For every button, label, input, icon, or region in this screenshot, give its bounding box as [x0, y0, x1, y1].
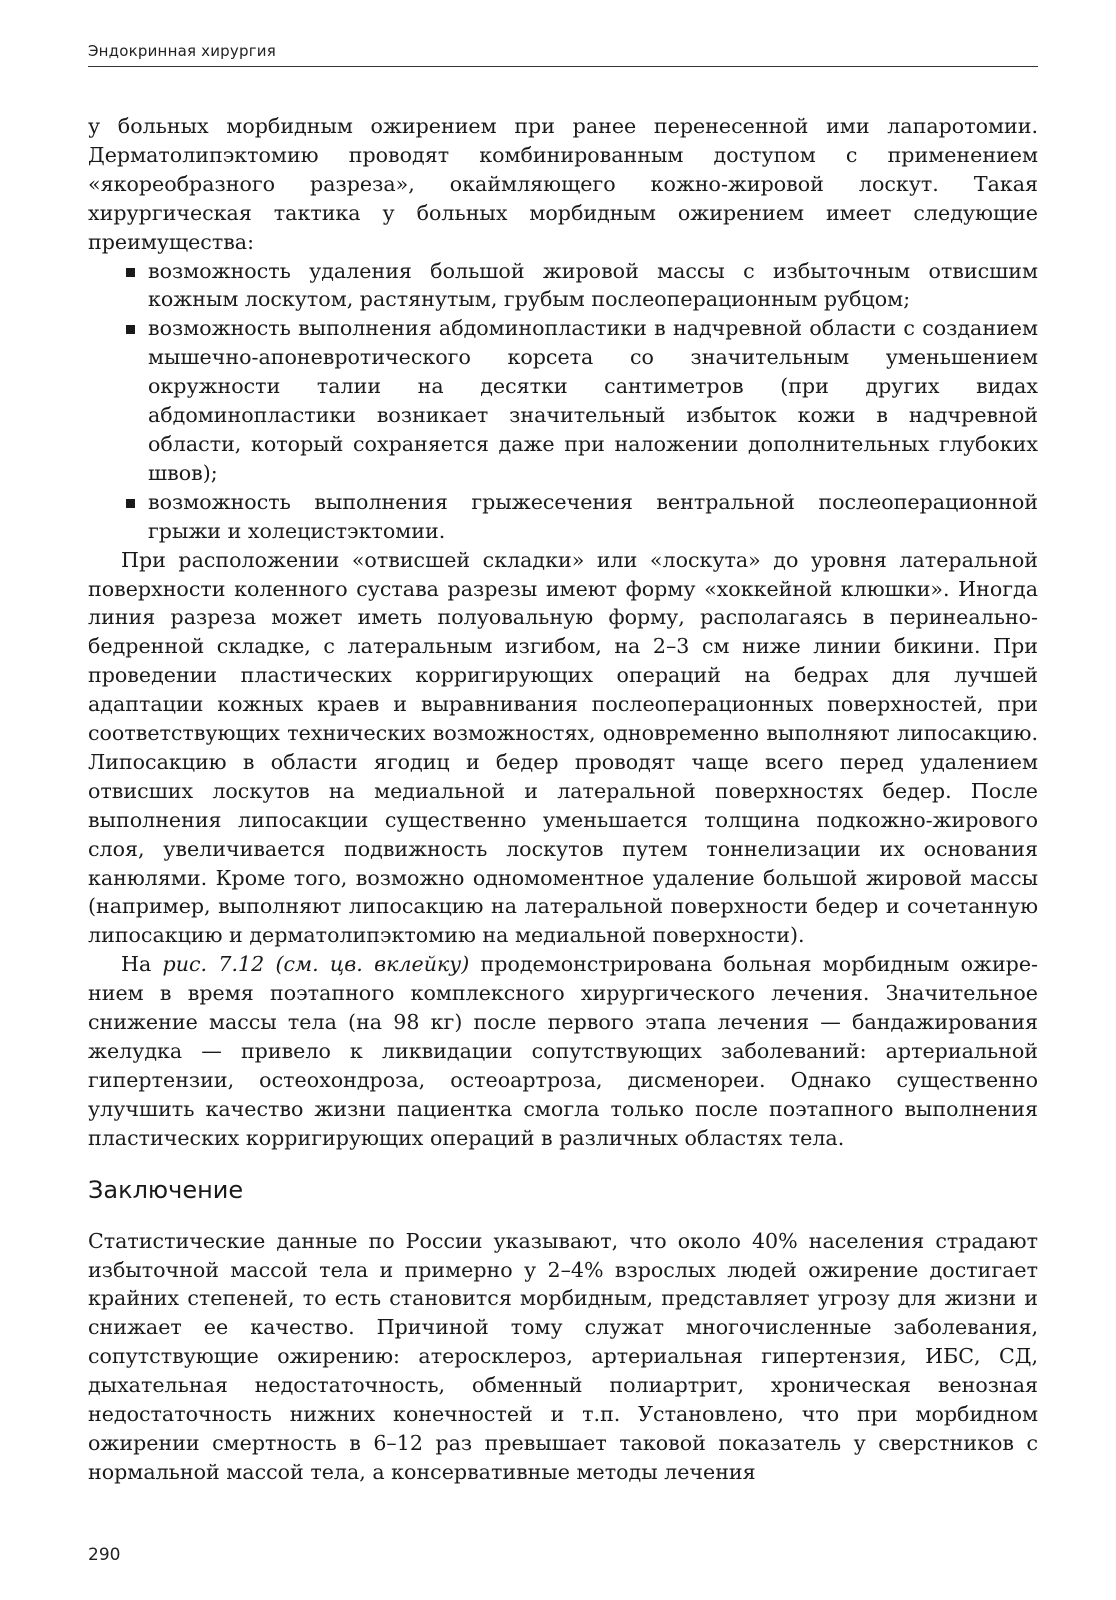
advantages-list [88, 257, 1038, 546]
section-heading: Заключение [88, 1175, 244, 1204]
body-text [88, 112, 1038, 1487]
square-bullet-icon [126, 325, 135, 334]
paragraph-conclusion: Статистические данные по России указывают, что около 40% населения страдают избыточной массой тела и примерно у 2–4% взрослых людей ожирение достигает крайних степеней, то есть становится морбидным, представляет угрозу для жизни и снижает ее качество. Причиной тому служат многочисленные заболевания, сопутствующие ожирению: атеросклероз, артериальная гипертензия, ИБС, СД, дыхательная недостаточность, обменный полиартрит, хроническая венозная недостаточность нижних конечностей и т.п. Установлено, что при морбидном ожирении смертность в 6–12 раз превышает таковой показатель у сверстников с нормальной массой тела, а консервативные методы лечения [88, 1228, 1038, 1484]
paragraph-lead: На [121, 952, 152, 977]
list-item-text: возможность удаления большой жировой массы с избыточным отвисшим кожным лоскутом, растянутым, грубым послеоперационным рубцом; [148, 258, 1038, 312]
paragraph-incision: При расположении «отвисшей складки» или «лоскута» до уровня латеральной поверхности коленного сустава разрезы имеют форму «хоккейной клюшки». Иногда линия разреза может иметь полуовальную форму, располагаясь в перинеально-бедренной складке, с латеральным изгибом, на 2–3 см ниже линии бикини. При проведении пластических корригирующих операций на бедрах для лучшей адаптации кожных краев и выравнивания послеоперационных поверхностей, при соответствующих технических возможностях, одновременно выполняют липосакцию. Липосакцию в области ягодиц и бедер проводят чаще всего перед удалением отвисших лоскутов на медиальной и латеральной поверхностях бедер. После выполнения липосакции существенно уменьшается толщина подкожно-жирового слоя, увеличивается подвижность лоскутов путем тоннелизации их основания канюлями. Кроме того, возможно одномоментное удаление большой жировой массы (например, выполняют липосакцию на латеральной поверхности бедер и сочетанную липосакцию и дерматолипэктомию на медиальной поверхности). [88, 547, 1038, 948]
list-item [124, 257, 1038, 315]
paragraph-case [88, 950, 1038, 1152]
header-rule [88, 66, 1038, 67]
paragraph-continuation: у больных морбидным ожирением при ранее перенесенной ими лапаротомии. Дерматолипэктомию проводят комбинированным доступом с применением «якореобразного разреза», окаймляющего кожно-жировой лоскут. Такая хирургическая тактика у больных морбидным ожирением имеет следующие преимущества: [88, 114, 1038, 254]
list-item [124, 314, 1038, 487]
figure-reference: рис. 7.12 (см. цв. вклейку) [162, 952, 470, 977]
square-bullet-icon [126, 268, 135, 277]
square-bullet-icon [126, 499, 135, 508]
list-item [124, 488, 1038, 546]
paragraph-case-text: продемонстрирована больная морбидным ожирением в время поэтапного комплексного хирургического лечения. Значительное снижение массы тела (на 98 кг) после первого этапа лечения — бандажирования желудка — привело к ликвидации сопутствующих заболеваний: артериальной гипертензии, остеохондроза, остеоартроза, дисменореи. Однако существенно улучшить качество жизни пациентка смогла только после поэтапного выполнения пластических корригирующих операций в различных областях тела. [88, 952, 1039, 1150]
running-head: Эндокринная хирургия [88, 42, 276, 60]
list-item-text: возможность выполнения абдоминопластики в надчревной области с созданием мышечно-апоневротического корсета со значительным уменьшением окружности талии на десятки сантиметров (при других видах абдоминопластики возникает значительный избыток кожи в надчревной области, который сохраняется даже при наложении дополнительных глубоких швов); [148, 316, 1038, 485]
page-number: 290 [88, 1545, 121, 1565]
list-item-text: возможность выполнения грыжесечения вентральной послеоперационной грыжи и холецистэктомии. [148, 489, 1038, 543]
